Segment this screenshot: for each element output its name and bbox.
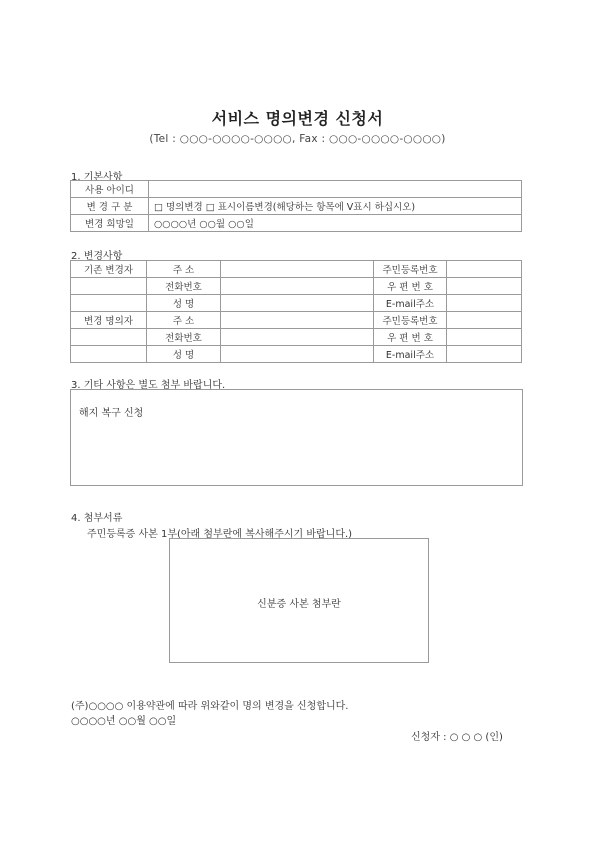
table-row [71, 261, 522, 278]
field-value[interactable] [221, 261, 374, 278]
application-statement: (주)○○○○ 이용약관에 따라 위와같이 명의 변경을 신청합니다. [71, 701, 349, 712]
field-label: 전화번호 [147, 329, 221, 346]
table-row [71, 278, 522, 295]
field-label: 주 소 [147, 261, 221, 278]
application-date: ○○○○년 ○○월 ○○일 [71, 716, 177, 727]
field-label: 우 편 번 호 [374, 278, 447, 295]
changes-table [70, 260, 522, 363]
field-value[interactable] [447, 312, 522, 329]
field-value[interactable] [221, 329, 374, 346]
desired-date-label: 변경 희망일 [71, 215, 149, 232]
basic-info-table [70, 180, 522, 232]
other-notes-text: 해지 복구 신청 [79, 408, 144, 419]
form-title: 서비스 명의변경 신청서 [211, 109, 384, 128]
field-label: 우 편 번 호 [374, 329, 447, 346]
field-label: 전화번호 [147, 278, 221, 295]
table-row [71, 329, 522, 346]
field-label: 주민등록번호 [374, 261, 447, 278]
attachment-item: 주민등록증 사본 1부(아래 첨부란에 복사해주시기 바랍니다.) [87, 529, 353, 540]
section-changes-heading: 2. 변경사항 [71, 251, 123, 262]
id-copy-attach-area[interactable] [169, 538, 429, 663]
section-basic-heading: 1. 기본사항 [71, 172, 123, 183]
field-value[interactable] [221, 278, 374, 295]
field-label: 주민등록번호 [374, 312, 447, 329]
field-label: 성 명 [147, 346, 221, 363]
field-value[interactable] [447, 329, 522, 346]
field-label: E-mail주소 [374, 346, 447, 363]
user-id-field[interactable] [149, 181, 522, 198]
user-id-label: 사용 아이디 [71, 181, 149, 198]
field-label: E-mail주소 [374, 295, 447, 312]
table-row [71, 312, 522, 329]
group-cell [71, 295, 147, 312]
group-cell [71, 278, 147, 295]
section-other-heading: 3. 기타 사항은 별도 첨부 바랍니다. [71, 380, 226, 391]
field-label: 주 소 [147, 312, 221, 329]
table-row [71, 198, 522, 215]
field-value[interactable] [447, 346, 522, 363]
group-label-previous: 기존 변경자 [71, 261, 147, 278]
field-value[interactable] [221, 295, 374, 312]
field-value[interactable] [447, 295, 522, 312]
field-value[interactable] [221, 346, 374, 363]
section-attachments-heading: 4. 첨부서류 [71, 513, 123, 524]
other-notes-box[interactable] [70, 389, 523, 486]
id-copy-attach-label: 신분증 사본 첨부란 [257, 599, 341, 610]
applicant-signature: 신청자 : ○ ○ ○ (인) [411, 732, 503, 743]
field-value[interactable] [447, 278, 522, 295]
field-value[interactable] [447, 261, 522, 278]
group-cell [71, 329, 147, 346]
group-label-new: 변경 명의자 [71, 312, 147, 329]
table-row [71, 346, 522, 363]
change-type-options[interactable]: □ 명의변경 □ 표시이름변경(해당하는 항목에 V표시 하십시오) [149, 198, 522, 215]
table-row [71, 295, 522, 312]
field-label: 성 명 [147, 295, 221, 312]
table-row [71, 215, 522, 232]
desired-date-field[interactable]: ○○○○년 ○○월 ○○일 [149, 215, 522, 232]
contact-info: (Tel : ○○○-○○○○-○○○○, Fax : ○○○-○○○○-○○○○) [149, 133, 446, 145]
field-value[interactable] [221, 312, 374, 329]
table-row [71, 181, 522, 198]
change-type-label: 변 경 구 분 [71, 198, 149, 215]
group-cell [71, 346, 147, 363]
